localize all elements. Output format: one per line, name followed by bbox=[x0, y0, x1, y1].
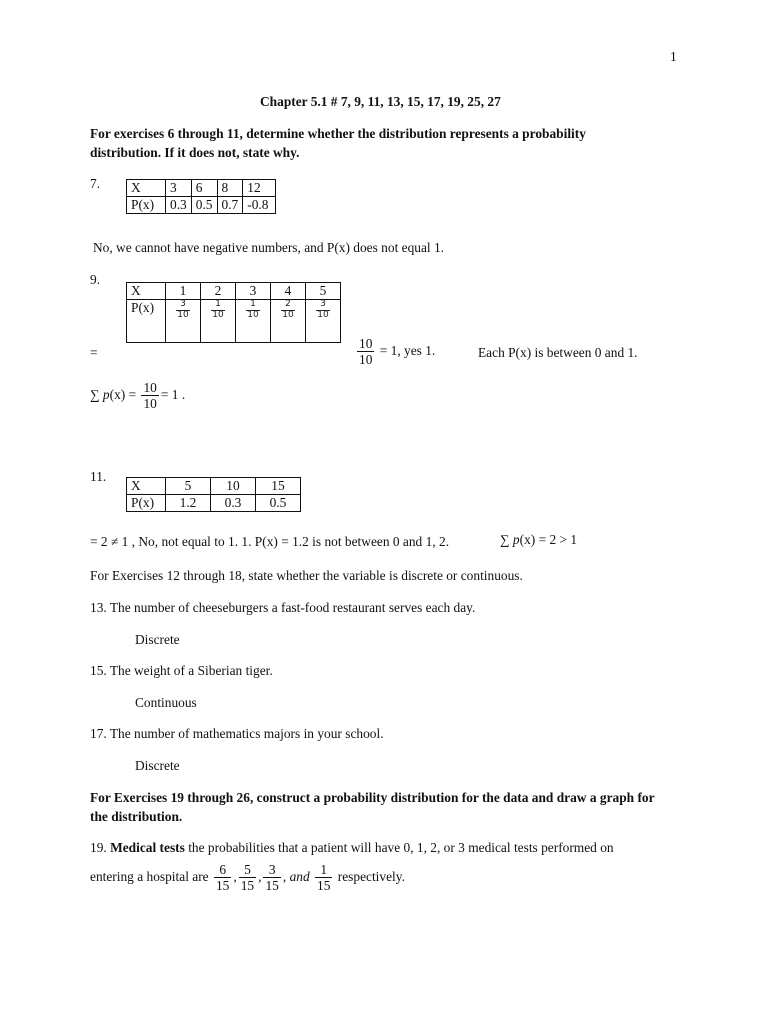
table-cell bbox=[201, 300, 236, 343]
fraction bbox=[315, 862, 332, 894]
denominator: 15 bbox=[240, 878, 255, 894]
exercise-9-table bbox=[126, 282, 341, 343]
fraction bbox=[246, 300, 259, 321]
table-row bbox=[127, 478, 301, 495]
exercise-15-question: 15. The weight of a Siberian tiger. bbox=[90, 663, 273, 678]
exercise-9-note: Each P(x) is between 0 and 1. bbox=[478, 345, 638, 360]
exercise-7-answer: No, we cannot have negative numbers, and P(x) does not equal 1. bbox=[93, 240, 445, 255]
table-cell: P(x) bbox=[127, 197, 166, 214]
fraction bbox=[211, 300, 224, 321]
exercise-9-result-line bbox=[355, 336, 435, 368]
table-row bbox=[127, 283, 341, 300]
sum-function: p bbox=[102, 386, 110, 402]
table-cell: P(x) bbox=[127, 300, 166, 343]
sum-result: = 1 . bbox=[160, 386, 186, 402]
denominator: 15 bbox=[317, 878, 331, 894]
discrete-intro: For Exercises 12 through 18, state whether the variable is discrete or continuous. bbox=[90, 568, 523, 583]
fraction bbox=[263, 862, 280, 894]
denominator: 10 bbox=[177, 309, 189, 320]
table-cell: 5 bbox=[166, 478, 211, 495]
numerator: 1 bbox=[246, 300, 259, 311]
fraction bbox=[141, 380, 158, 412]
table-cell: 2 bbox=[201, 283, 236, 300]
table-row bbox=[127, 495, 301, 512]
table-cell: 1.2 bbox=[166, 495, 211, 512]
exercise-11-sum bbox=[500, 532, 577, 548]
table-row bbox=[127, 180, 276, 197]
sigma-symbol: ∑ bbox=[500, 532, 513, 547]
table-cell: 0.5 bbox=[191, 197, 217, 214]
numerator: 10 bbox=[359, 336, 373, 351]
denominator: 10 bbox=[247, 309, 259, 320]
page-number: 1 bbox=[670, 49, 677, 64]
table-cell: X bbox=[127, 283, 166, 300]
exercise-19-line2-pre: entering a hospital are bbox=[90, 868, 209, 884]
fraction bbox=[176, 300, 189, 321]
construct-intro-line-1: For Exercises 19 through 26, construct a probability distribution for the data and draw a graph for bbox=[90, 790, 655, 805]
table-cell: P(x) bbox=[127, 495, 166, 512]
exercise-19-line2-post: respectively. bbox=[337, 868, 405, 884]
table-cell: X bbox=[127, 180, 166, 197]
fraction bbox=[239, 862, 256, 894]
table-cell bbox=[166, 300, 201, 343]
fraction bbox=[281, 300, 294, 321]
exercise-17-answer: Discrete bbox=[135, 758, 180, 773]
exercise-19-line-1 bbox=[90, 840, 614, 856]
fraction bbox=[316, 300, 329, 321]
table-cell: X bbox=[127, 478, 166, 495]
sigma-symbol: ∑ bbox=[90, 386, 103, 402]
table-cell: 5 bbox=[306, 283, 341, 300]
table-cell: 3 bbox=[236, 283, 271, 300]
exercise-15-answer: Continuous bbox=[135, 695, 197, 710]
table-cell: 0.5 bbox=[256, 495, 301, 512]
intro-line-2: distribution. If it does not, state why. bbox=[90, 145, 300, 160]
denominator: 15 bbox=[265, 878, 279, 894]
exercise-17-question: 17. The number of mathematics majors in your school. bbox=[90, 726, 384, 741]
exercise-9-label: 9. bbox=[90, 272, 101, 287]
table-cell: 8 bbox=[217, 180, 243, 197]
table-row bbox=[127, 300, 341, 343]
numerator: 1 bbox=[315, 862, 332, 878]
denominator: 10 bbox=[359, 352, 373, 368]
numerator: 2 bbox=[281, 300, 294, 311]
denominator: 10 bbox=[317, 309, 329, 320]
denominator: 10 bbox=[143, 396, 157, 412]
exercise-13-question: 13. The number of cheeseburgers a fast-food restaurant serves each day. bbox=[90, 600, 476, 615]
sum-rest: (x) = 2 > 1 bbox=[519, 532, 578, 547]
numerator: 3 bbox=[176, 300, 189, 311]
numerator: 3 bbox=[316, 300, 329, 311]
exercise-11-answer: = 2 ≠ 1 , No, not equal to 1. 1. P(x) = 1.2 is not between 0 and 1, 2. bbox=[90, 534, 450, 549]
numerator: 5 bbox=[239, 862, 256, 878]
table-cell: 4 bbox=[271, 283, 306, 300]
exercise-7-label: 7. bbox=[90, 176, 101, 191]
table-row bbox=[127, 197, 276, 214]
table-cell: 3 bbox=[166, 180, 192, 197]
exercise-9-result: = 1, yes 1. bbox=[379, 342, 436, 358]
table-cell: -0.8 bbox=[243, 197, 276, 214]
denominator: 15 bbox=[215, 878, 230, 894]
fraction bbox=[214, 862, 231, 894]
table-cell: 15 bbox=[256, 478, 301, 495]
exercise-9-sum bbox=[90, 380, 185, 412]
table-cell: 0.3 bbox=[211, 495, 256, 512]
exercise-9-equals: = bbox=[90, 345, 98, 360]
table-cell: 6 bbox=[191, 180, 217, 197]
table-cell bbox=[271, 300, 306, 343]
exercise-13-answer: Discrete bbox=[135, 632, 180, 647]
table-cell: 1 bbox=[166, 283, 201, 300]
numerator: 6 bbox=[214, 862, 231, 878]
table-cell: 0.3 bbox=[166, 197, 192, 214]
exercise-7-table bbox=[126, 179, 276, 214]
fraction bbox=[357, 336, 374, 368]
numerator: 10 bbox=[143, 380, 157, 395]
numerator: 1 bbox=[211, 300, 224, 311]
exercise-19-line-2: entering a hospital are $\frac{6}{15}$ , $\frac{5}{15}$ , $\frac{3}{15}$ , and $\frac{1}{15}$ respectively. bbox=[90, 862, 405, 894]
table-cell: 12 bbox=[243, 180, 276, 197]
sum-function: p bbox=[512, 532, 520, 547]
sum-argument: (x) = bbox=[109, 386, 137, 402]
exercise-19-topic: Medical tests bbox=[110, 840, 185, 855]
table-cell: 10 bbox=[211, 478, 256, 495]
denominator: 10 bbox=[282, 309, 294, 320]
exercise-11-label: 11. bbox=[90, 469, 107, 484]
exercise-19-text: the probabilities that a patient will have 0, 1, 2, or 3 medical tests performed on bbox=[184, 840, 614, 855]
denominator: 10 bbox=[212, 309, 224, 320]
exercise-11-table bbox=[126, 477, 301, 512]
table-cell: 0.7 bbox=[217, 197, 243, 214]
and-word: and bbox=[289, 868, 310, 884]
exercise-19-number: 19. bbox=[90, 840, 111, 855]
chapter-title: Chapter 5.1 # 7, 9, 11, 13, 15, 17, 19, 25, 27 bbox=[260, 94, 501, 109]
table-cell bbox=[236, 300, 271, 343]
numerator: 3 bbox=[263, 862, 280, 878]
construct-intro-line-2: the distribution. bbox=[90, 809, 183, 824]
intro-line-1: For exercises 6 through 11, determine whether the distribution represents a probability bbox=[90, 126, 586, 141]
table-cell bbox=[306, 300, 341, 343]
